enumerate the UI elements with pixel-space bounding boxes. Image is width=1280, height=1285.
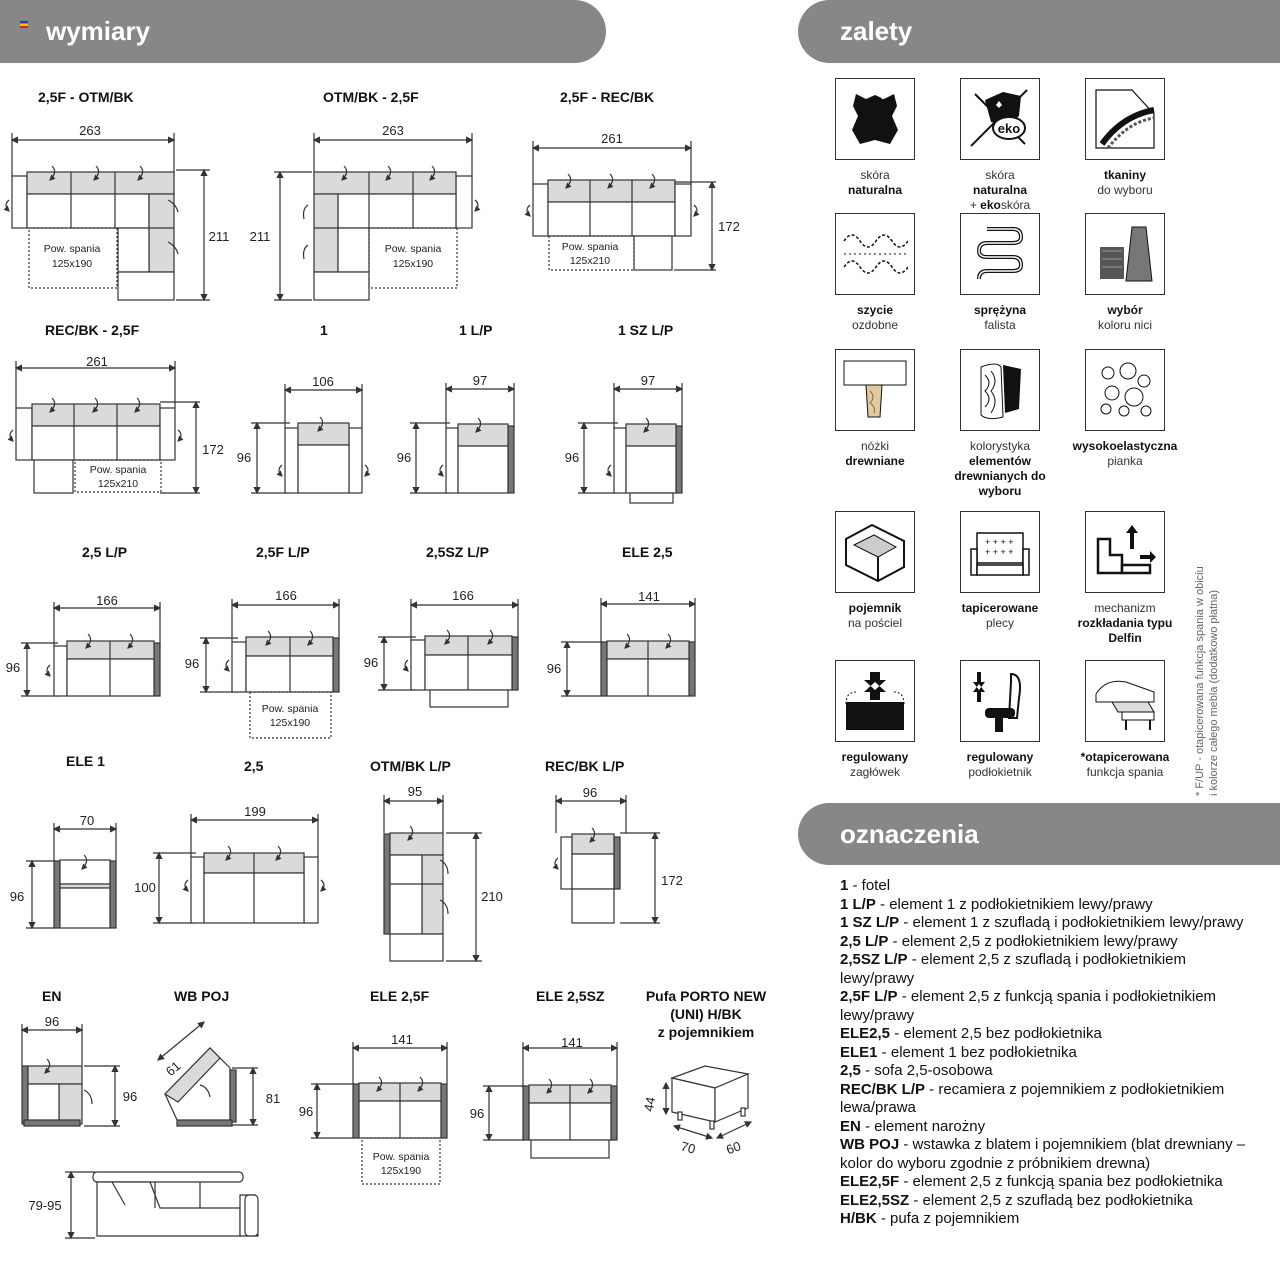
advantage-caption: tapicerowane plecy [961,601,1039,630]
dim-text: 106 [312,374,334,389]
dim-text: 172 [661,873,683,888]
legend-item: 2,5SZ L/P - element 2,5 z szufladą i podłokietnikiem lewy/prawy [840,951,1187,987]
sleep-area-label: Pow. spania [261,703,319,715]
vertical-footnote [1193,518,1223,796]
dim-text: 96 [298,1104,314,1119]
advantage-caption: regulowany podłokietnik [966,750,1034,779]
advantage-item [1060,511,1190,646]
advantage-item [1060,349,1190,469]
dim-text: 199 [244,804,266,819]
advantage-caption: pojemnik na pościel [847,601,903,630]
module-label: OTM/BK - 2,5F [323,89,419,105]
module-label: REC/BK L/P [545,758,625,774]
sleep-area-size: 125x190 [51,258,93,270]
dim-text: 210 [481,889,503,904]
drawing-25 [153,814,324,923]
drawing-en [22,1024,120,1126]
headrest-icon [835,660,915,742]
sleep-area-size: 125x210 [97,478,139,490]
dim-text: 172 [202,442,224,457]
dim-text: 97 [640,373,656,388]
dim-text: 44 [640,1095,659,1113]
module-label: Pufa PORTO NEW (UNI) H/BK z pojemnikiem [645,988,767,1040]
drawing-recbk-lp [555,795,660,923]
advantage-caption: regulowany zagłówek [841,750,909,779]
header-title: oznaczenia [840,818,979,849]
module-label: REC/BK - 2,5F [45,322,140,338]
advantage-item [810,511,940,631]
module-label: OTM/BK L/P [370,758,451,774]
sleep-area-label: Pow. spania [43,243,101,255]
module-label: EN [42,988,62,1004]
legend-list [840,877,1260,1229]
dim-text: 79-95 [28,1198,62,1213]
drawing-25sz-lp [378,599,518,707]
drawing-ele25sz [483,1042,617,1158]
dim-text: 211 [249,229,271,244]
drawing-1 [251,384,368,493]
module-label: ELE 2,5SZ [536,988,605,1004]
advantage-item [810,660,940,780]
dim-text: 96 [236,450,252,465]
sleep-area-size: 125x190 [380,1165,422,1177]
advantage-caption: sprężyna falista [973,303,1027,332]
advantage-item [810,349,940,469]
dim-text: 61 [162,1058,184,1079]
advantage-item [935,511,1065,631]
dim-text: 263 [382,123,404,138]
foam-icon [1085,349,1165,431]
svg-text:+ + + +: + + + + [985,547,1014,557]
legend-item: 1 L/P - element 1 z podłokietnikiem lewy/prawy [840,895,1153,913]
legend-item: 2,5 - sofa 2,5-osobowa [840,1062,993,1079]
advantage-item [935,213,1065,333]
fabric-icon [1085,78,1165,160]
module-label: 2,5F - REC/BK [560,89,655,105]
dim-text: 211 [208,229,230,244]
legend-item: 2,5 L/P - element 2,5 z podłokietnikiem lewy/prawy [840,932,1178,950]
svg-text:eko: eko [997,121,1021,136]
advantage-caption: wybór koloru nici [1097,303,1153,332]
advantage-caption: *otapicerowana funkcja spania [1080,750,1170,779]
dim-text: 96 [582,785,598,800]
drawing-25-lp [21,602,160,696]
advantage-item [935,660,1065,780]
legend-item: 1 SZ L/P - element 1 z szufladą i podłokietnikiem lewy/prawy [840,914,1244,931]
advantage-item [935,78,1065,213]
advantage-item [1060,213,1190,333]
header-title: zalety [840,16,913,46]
leather-icon [835,78,915,160]
dim-text: 166 [96,593,118,608]
dim-text: 97 [472,373,488,388]
module-label: ELE 2,5F [370,988,430,1004]
legend-item: WB POJ - wstawka z blatem i pojemnikiem (blat drewniany – kolor do wyboru zgodnie z próbnikiem drewna) [840,1136,1246,1172]
drawing-ele25 [561,598,695,696]
advantage-item [810,78,940,198]
advantage-caption: kolorystyka elementów drewnianych do wyboru [954,439,1046,498]
legend-item: ELE2,5 - element 2,5 bez podłokietnika [840,1025,1102,1042]
delfin-mechanism-icon [1085,511,1165,593]
dim-text: 70 [79,813,95,828]
dim-text: 96 [122,1089,138,1104]
drawing-25f-otmbk [6,133,210,300]
advantage-caption: tkaniny do wyboru [1097,168,1153,197]
advantage-caption: skóra naturalna [847,168,902,197]
drawing-1sz-lp [578,383,682,503]
legend-item: ELE2,5F - element 2,5 z funkcją spania bez podłokietnika [840,1173,1223,1190]
legend-item: 2,5F L/P - element 2,5 z funkcją spania i podłokietnikiem lewy/prawy [840,988,1217,1024]
module-label: 2,5F - OTM/BK [38,89,134,105]
advantage-item [935,349,1065,499]
dim-text: 261 [601,131,623,146]
legend-item: REC/BK L/P - recamiera z pojemnikiem z podłokietnikiem lewa/prawa [840,1080,1225,1116]
dim-text: 141 [561,1035,583,1050]
dim-text: 96 [184,656,200,671]
legend-item: ELE2,5SZ - element 2,5 z szufladą bez podłokietnika [840,1191,1193,1209]
dim-text: 96 [469,1106,485,1121]
dim-text: 81 [265,1091,281,1106]
advantage-item [1060,660,1190,780]
drawing-otmbk-lp [384,795,482,961]
dim-text: 263 [79,123,101,138]
module-label: 1 [320,322,328,338]
bedding-container-icon [835,511,915,593]
dim-text: 96 [5,660,21,675]
sleep-area-label: Pow. spania [384,243,442,255]
advantage-item [810,213,940,333]
dim-text: 96 [44,1014,60,1029]
dim-text: 141 [638,589,660,604]
sleep-function-icon [1085,660,1165,742]
dim-text: 100 [134,880,156,895]
module-label: 2,5SZ L/P [426,544,490,560]
legend-item: H/BK - pufa z pojemnikiem [840,1210,1020,1227]
drawing-1-lp [410,383,514,493]
legend-item: 1 - fotel [840,877,891,894]
advantage-caption: wysokoelastyczna pianka [1072,439,1178,468]
section-header-zalety [798,0,1280,63]
advantage-caption: skóra naturalna + ekoskóra [969,168,1031,212]
sleep-area-label: Pow. spania [561,241,619,253]
upholstered-back-icon [960,511,1040,593]
sleep-area-label: Pow. spania [372,1151,430,1163]
wooden-legs-icon [835,349,915,431]
legend-item: EN - element narożny [840,1117,986,1135]
module-label: 2,5 [244,758,264,774]
dim-text: 70 [679,1138,698,1157]
dim-text: 261 [86,354,108,369]
module-label: 2,5F L/P [256,544,310,560]
dim-text: 166 [452,588,474,603]
spring-icon [960,213,1040,295]
legend-item: ELE1 - element 1 bez podłokietnika [840,1043,1077,1061]
drawing-side-profile [65,1172,258,1238]
footnote-text: * F/UP - otapicerowana funkcja spania w obiciu i kolorze całego mebla (dodatkowo płatna) [1194,566,1220,796]
section-header-oznaczenia [798,803,1280,865]
module-label: ELE 2,5 [622,544,673,560]
module-label: WB POJ [174,988,230,1004]
dim-text: 141 [391,1032,413,1047]
thread-spool-icon [1085,213,1165,295]
header-title: wymiary [46,16,151,46]
module-label: 1 L/P [459,322,493,338]
sleep-area-size: 125x190 [269,717,311,729]
armrest-icon [960,660,1040,742]
drawing-25f-recbk [527,141,716,270]
dim-text: 96 [546,661,562,676]
dim-text: 95 [407,784,423,799]
advantage-item [1060,78,1190,198]
advantage-caption: nóżki drewniane [845,439,905,468]
dim-text: 96 [363,655,379,670]
sleep-area-size: 125x190 [392,258,434,270]
dim-text: 96 [9,889,25,904]
dim-text: 60 [724,1138,743,1158]
module-label: 2,5 L/P [82,544,128,560]
dim-text: 96 [564,450,580,465]
dim-text: 96 [396,450,412,465]
drawing-ele1 [26,823,116,928]
stitching-icon [835,213,915,295]
wood-colors-icon [960,349,1040,431]
sleep-area-size: 125x210 [569,255,611,267]
dim-text: 166 [275,588,297,603]
module-label: 1 SZ L/P [618,322,674,338]
sleep-area-label: Pow. spania [89,464,147,476]
drawing-pufa [666,1066,751,1138]
advantage-caption: mechanizm rozkładania typu Delfin [1077,601,1173,645]
eco-leather-icon [960,78,1040,160]
drawing-otmbk-25f [274,133,478,300]
advantage-caption: szycie ozdobne [851,303,899,332]
svg-text:+ + + +: + + + + [985,537,1014,547]
module-label: ELE 1 [66,753,105,769]
dim-text: 172 [718,219,740,234]
